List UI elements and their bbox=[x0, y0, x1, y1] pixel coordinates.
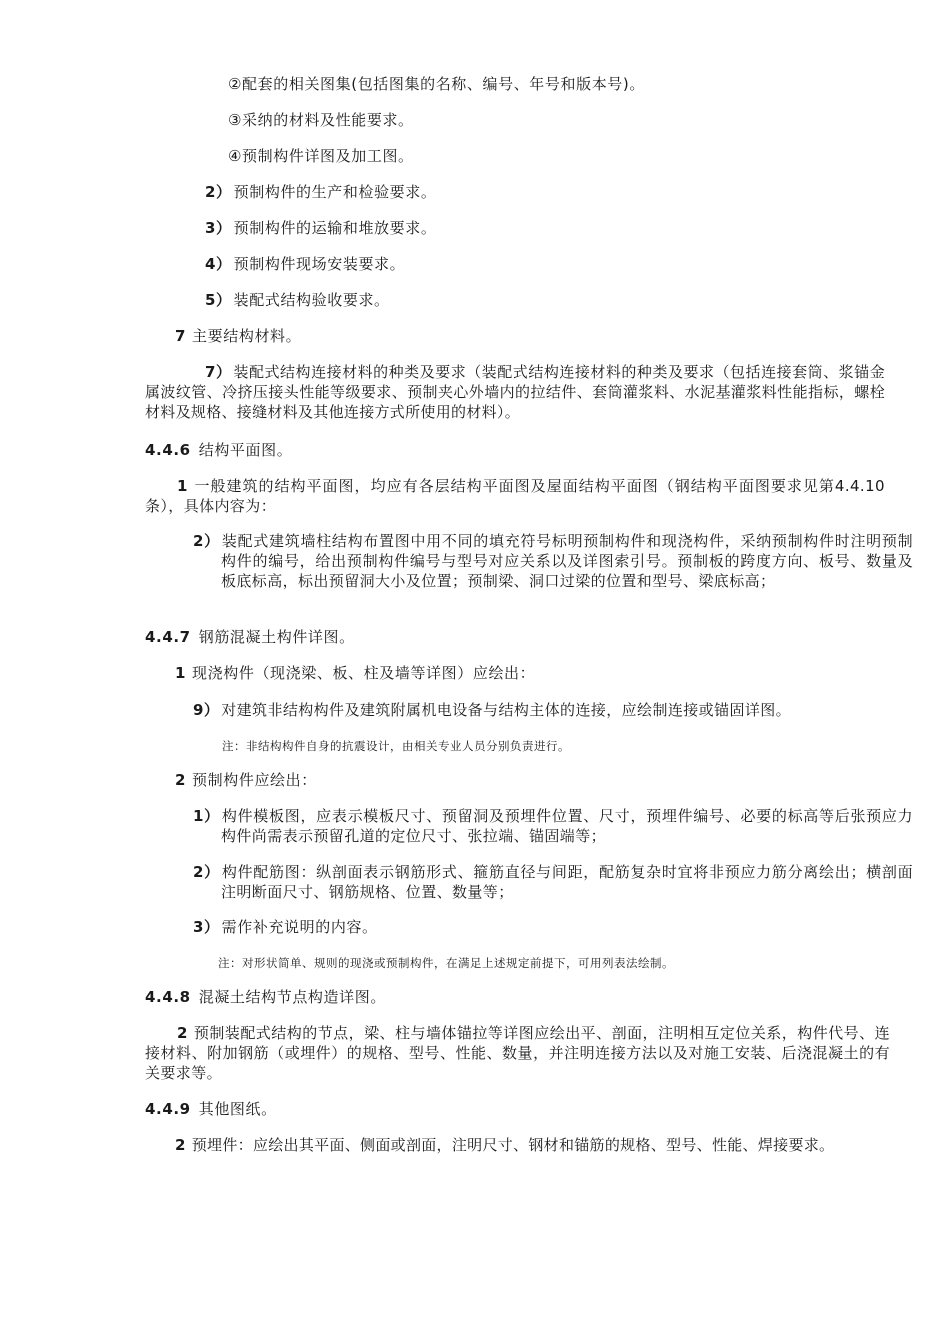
item-precast-detail bbox=[228, 146, 414, 166]
note-seismic bbox=[222, 738, 570, 754]
item-number: 3） bbox=[193, 918, 220, 936]
section-title: 混凝土结构节点构造详图。 bbox=[198, 988, 386, 1006]
item-transport-storage bbox=[205, 218, 436, 238]
clause-main-materials bbox=[175, 326, 301, 346]
clause-text: 一般建筑的结构平面图，均应有各层结构平面图及屋面结构平面图（钢结构平面图要求见第4.4.10条），具体内容为： bbox=[145, 477, 885, 515]
item-acceptance bbox=[205, 290, 390, 310]
clause-text: 现浇构件（现浇梁、板、柱及墙等详图）应绘出： bbox=[192, 664, 536, 682]
note-text: 注：对形状简单、规则的现浇或预制构件，在满足上述规定前提下，可用列表法绘制。 bbox=[218, 956, 674, 970]
item-text: 预制构件的生产和检验要求。 bbox=[233, 183, 437, 201]
item-materials-performance bbox=[228, 110, 414, 130]
item-reinforcement-drawing bbox=[193, 862, 913, 902]
item-number: 9） bbox=[193, 701, 220, 719]
note-tabular-method bbox=[218, 955, 674, 971]
section-4-4-8 bbox=[145, 987, 386, 1007]
clause-plan-general bbox=[145, 476, 885, 516]
item-text: 预制构件现场安装要求。 bbox=[233, 255, 406, 273]
item-text: 需作补充说明的内容。 bbox=[221, 918, 378, 936]
section-title: 结构平面图。 bbox=[198, 441, 293, 459]
item-related-atlas bbox=[228, 74, 645, 94]
section-number: 4.4.9 bbox=[145, 1100, 191, 1118]
item-number: 3） bbox=[205, 219, 232, 237]
item-number: 5） bbox=[205, 291, 232, 309]
item-text: 预制构件的运输和堆放要求。 bbox=[233, 219, 437, 237]
note-text: 注：非结构构件自身的抗震设计，由相关专业人员分别负责进行。 bbox=[222, 739, 570, 753]
clause-text: 主要结构材料。 bbox=[192, 327, 302, 345]
clause-embedded-parts bbox=[175, 1135, 834, 1155]
item-supplementary-notes bbox=[193, 917, 378, 937]
item-site-installation bbox=[205, 254, 405, 274]
clause-text: 预制构件应绘出： bbox=[192, 771, 317, 789]
clause-number: 2 bbox=[175, 771, 187, 789]
section-4-4-7 bbox=[145, 627, 355, 647]
section-number: 4.4.6 bbox=[145, 441, 191, 459]
item-text: ②配套的相关图集(包括图集的名称、编号、年号和版本号)。 bbox=[228, 75, 645, 93]
item-number: 7） bbox=[205, 363, 232, 381]
item-formwork-drawing bbox=[193, 806, 913, 846]
item-text: 装配式建筑墙柱结构布置图中用不同的填充符号标明预制构件和现浇构件，采纳预制构件时注明预制构件的编号，给出预制构件编号与型号对应关系以及详图索引号。预制板的跨度方向、板号、数量及板底标高，标出预留洞大小及位置；预制梁、洞口过梁的位置和型号、梁底标高； bbox=[221, 532, 913, 590]
section-4-4-6 bbox=[145, 440, 292, 460]
item-nonstructural-connection bbox=[193, 700, 791, 720]
item-text: 装配式结构连接材料的种类及要求（装配式结构连接材料的种类及要求（包括连接套筒、浆锚金属波纹管、冷挤压接头性能等级要求、预制夹心外墙内的拉结件、套筒灌浆料、水泥基灌浆料性能指标，螺栓材料及规格、接缝材料及其他连接方式所使用的材料）。 bbox=[145, 363, 885, 421]
item-connection-materials bbox=[145, 362, 885, 422]
item-number: 2） bbox=[205, 183, 232, 201]
clause-number: 2 bbox=[177, 1024, 188, 1042]
clause-number: 1 bbox=[177, 477, 188, 495]
section-title: 钢筋混凝土构件详图。 bbox=[198, 628, 355, 646]
item-number: 4） bbox=[205, 255, 232, 273]
clause-number: 1 bbox=[175, 664, 187, 682]
item-text: 对建筑非结构构件及建筑附属机电设备与结构主体的连接，应绘制连接或锚固详图。 bbox=[221, 701, 792, 719]
item-wall-column-layout bbox=[193, 531, 913, 591]
clause-text: 预制装配式结构的节点，梁、柱与墙体锚拉等详图应绘出平、剖面，注明相互定位关系，构件代号、连接材料、附加钢筋（或埋件）的规格、型号、性能、数量，并注明连接方法以及对施工安装、后浇混凝土的有关要求等。 bbox=[145, 1024, 890, 1082]
clause-text: 预埋件：应绘出其平面、侧面或剖面，注明尺寸、钢材和锚筋的规格、型号、性能、焊接要求。 bbox=[191, 1136, 835, 1154]
item-text: 构件模板图，应表示模板尺寸、预留洞及预埋件位置、尺寸，预埋件编号、必要的标高等后张预应力构件尚需表示预留孔道的定位尺寸、张拉端、锚固端等； bbox=[221, 807, 913, 845]
item-production-inspection bbox=[205, 182, 436, 202]
section-title: 其他图纸。 bbox=[198, 1100, 277, 1118]
clause-cast-in-place bbox=[175, 663, 535, 683]
item-number: 1） bbox=[193, 807, 220, 825]
clause-precast-members bbox=[175, 770, 317, 790]
clause-number: 2 bbox=[175, 1136, 186, 1154]
section-number: 4.4.8 bbox=[145, 988, 191, 1006]
item-number: 2） bbox=[193, 532, 220, 550]
item-number: 2） bbox=[193, 863, 220, 881]
section-4-4-9 bbox=[145, 1099, 277, 1119]
item-text: 构件配筋图：纵剖面表示钢筋形式、箍筋直径与间距，配筋复杂时宜将非预应力筋分离绘出；横剖面注明断面尺寸、钢筋规格、位置、数量等； bbox=[221, 863, 913, 901]
clause-number: 7 bbox=[175, 327, 187, 345]
item-text: 装配式结构验收要求。 bbox=[233, 291, 390, 309]
clause-node-details bbox=[145, 1023, 890, 1083]
item-text: ④预制构件详图及加工图。 bbox=[228, 147, 414, 165]
item-text: ③采纳的材料及性能要求。 bbox=[228, 111, 414, 129]
section-number: 4.4.7 bbox=[145, 628, 191, 646]
